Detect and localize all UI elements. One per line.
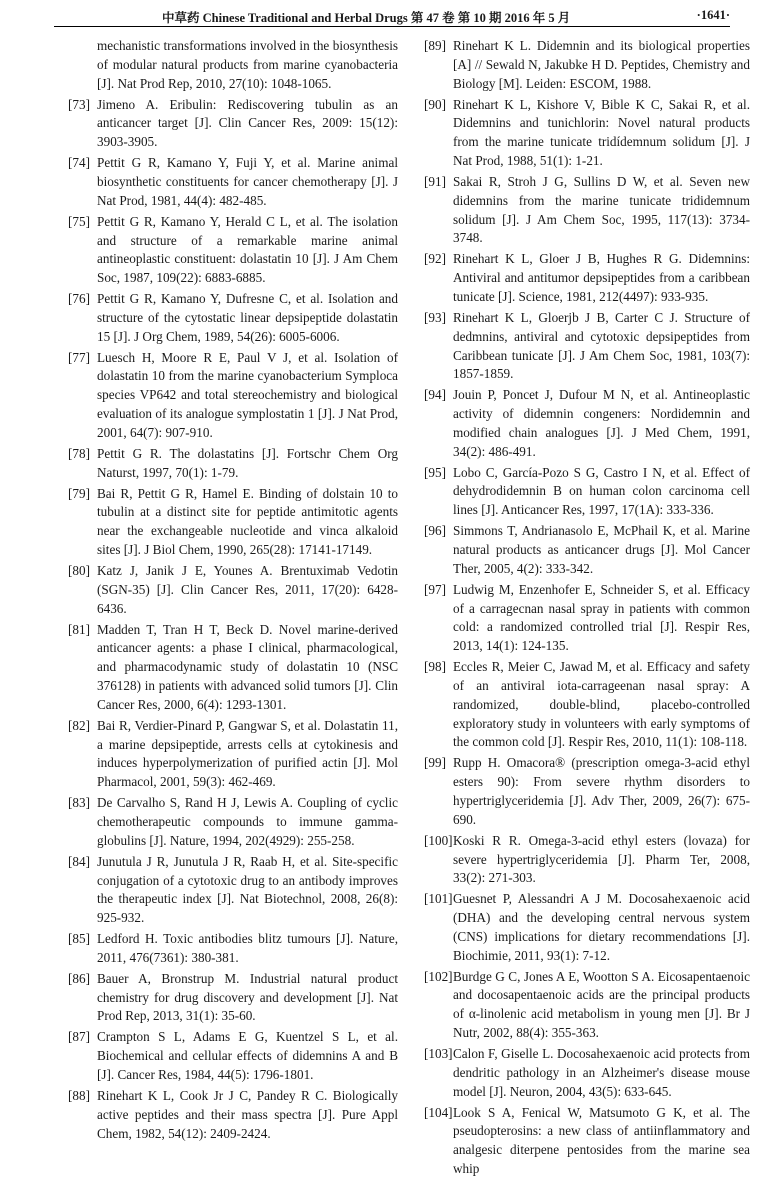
reference-text: Guesnet P, Alessandri A J M. Docosahexaenoic acid (DHA) and the developing central nervous system (CNS) implications for dietary recommendations [J]. Biochimie, 2011, 93(1): 7-12.: [453, 891, 750, 963]
running-header: [54, 6, 730, 27]
reference-text: Rinehart K L. Didemnin and its biological properties [A] // Sewald N, Jakubke H D. Peptides, Chemistry and Biology [M]. Leiden: ESCOM, 1988.: [453, 38, 750, 91]
reference-text: Burdge G C, Jones A E, Wootton S A. Eicosapentaenoic and docosapentaenoic acids are the principal products of α-linolenic acid metabolism in young men [J]. Br J Nutr, 2002, 88(4): 355-363.: [453, 968, 750, 1041]
reference-number: [93]: [424, 309, 446, 325]
reference-entry: [68, 445, 398, 483]
reference-entry: [68, 154, 398, 210]
reference-entry: [424, 309, 750, 384]
reference-entry: [424, 386, 750, 461]
reference-text: Crampton S L, Adams E G, Kuentzel S L, et al. Biochemical and cellular effects of didemnins A and B [J]. Cancer Res, 1984, 44(5): 1796-1801.: [97, 1029, 398, 1083]
reference-text: Bai R, Pettit G R, Hamel E. Binding of dolstain 10 to tubulin at a distinct site for peptide antimitotic agents near the exchangeable nucleotide and vinca alkaloid sites [J]. J Biol Chem, 1990, 265(28): 17141-17149.: [97, 485, 398, 558]
reference-number: [73]: [68, 96, 90, 112]
reference-entry: [424, 464, 750, 520]
reference-entry: [68, 96, 398, 152]
reference-number: [80]: [68, 563, 90, 579]
reference-entry: [68, 621, 398, 715]
reference-text: Koski R R. Omega-3-acid ethyl esters (lovaza) for severe hypertriglyceridemia [J]. Pharm Ter, 2008, 33(2): 271-303.: [453, 832, 750, 886]
reference-entry: [68, 213, 398, 288]
reference-text: Rinehart K L, Kishore V, Bible K C, Sakai R, et al. Didemnins and tunichlorin: Novel natural products from the marine tunicate tridídemnum solidum [J]. J Nat Prod, 1988, 51(1): 1-21.: [453, 96, 750, 168]
reference-text: Bauer A, Bronstrup M. Industrial natural product chemistry for drug discovery and development [J]. Nat Prod Rep, 2013, 31(1): 35-60.: [97, 970, 398, 1024]
reference-number: [75]: [68, 213, 90, 229]
reference-number: [94]: [424, 387, 446, 403]
reference-text: Pettit G R, Kamano Y, Herald C L, et al. The isolation and structure of a remarkable marine animal antineoplastic constituent: dolastatin 10 [J]. J Am Chem Soc, 1987, 109(22): 6883-6885.: [97, 213, 398, 286]
reference-entry: [424, 754, 750, 829]
reference-number: [90]: [424, 96, 446, 112]
journal-title: 中草药 Chinese Traditional and Herbal Drugs 第 47 卷 第 10 期 2016 年 5 月: [162, 11, 571, 25]
reference-text: Pettit G R, Kamano Y, Fuji Y, et al. Marine animal biosynthetic constituents for cancer chemotherapy [J]. J Nat Prod, 1981, 44(4): 482-485.: [97, 155, 398, 208]
reference-number: [79]: [68, 485, 90, 501]
reference-entry: [68, 717, 398, 792]
reference-number: [82]: [68, 717, 90, 733]
reference-number: [104]: [424, 1104, 453, 1120]
reference-number: [98]: [424, 659, 446, 675]
reference-entry: [68, 485, 398, 560]
reference-text: Rupp H. Omacora® (prescription omega-3-acid ethyl esters 90): From severe rhythm disorders to hypertriglyceridemia [J]. Adv Ther, 2009, 26(7): 675-690.: [453, 755, 750, 827]
reference-number: [101]: [424, 891, 453, 907]
reference-entry: [424, 250, 750, 306]
reference-text: Jouin P, Poncet J, Dufour M N, et al. Antineoplastic activity of didemnin congeners: Nordidemnin and modified chain analogues [J]. J Med Chem, 1991, 34(2): 486-491.: [453, 387, 750, 459]
reference-text: mechanistic transformations involved in the biosynthesis of modular natural products from marine cyanobacteria [J]. Nat Prod Rep, 2010, 27(10): 1048-1065.: [97, 38, 398, 91]
reference-entry: [68, 349, 398, 443]
reference-text: Pettit G R. The dolastatins [J]. Fortschr Chem Org Naturst, 1997, 70(1): 1-79.: [97, 445, 398, 480]
reference-text: Katz J, Janik J E, Younes A. Brentuximab Vedotin (SGN-35) [J]. Clin Cancer Res, 2011, 17(20): 6428-6436.: [97, 563, 398, 616]
reference-text: Jimeno A. Eribulin: Rediscovering tubulin as an anticancer target [J]. Clin Cancer Res, 2009: 15(12): 3903-3905.: [97, 96, 398, 150]
reference-number: [87]: [68, 1029, 90, 1045]
reference-text: Rinehart K L, Cook Jr J C, Pandey R C. Biologically active peptides and their mass spectra [J]. Pure Appl Chem, 1982, 54(12): 2409-2424.: [97, 1088, 398, 1141]
reference-number: [76]: [68, 291, 90, 307]
reference-text: Simmons T, Andrianasolo E, McPhail K, et al. Marine natural products as anticancer drugs [J]. Mol Cancer Ther, 2005, 4(2): 333-342.: [453, 523, 750, 576]
left-column: [68, 37, 398, 1146]
reference-text: Rinehart K L, Gloerjb J B, Carter C J. Structure of dedmnins, antiviral and cytotoxic depsipeptides from Caribbean tunicate [J]. J Am Chem Soc, 1981, 103(7): 1857-1859.: [453, 309, 750, 382]
reference-text: Ludwig M, Enzenhofer E, Schneider S, et al. Efficacy of a carragecnan nasal spray in patients with common cold: a randomized controlled trial [J]. Respir Res, 2013, 14(1): 124-135.: [453, 581, 750, 654]
reference-number: [89]: [424, 38, 446, 53]
reference-text: Ledford H. Toxic antibodies blitz tumours [J]. Nature, 2011, 476(7361): 380-381.: [97, 931, 398, 965]
reference-number: [91]: [424, 173, 446, 189]
reference-number: [84]: [68, 853, 90, 869]
reference-entry: [68, 37, 398, 93]
reference-text: Pettit G R, Kamano Y, Dufresne C, et al. Isolation and structure of the cytostatic linear depsipeptide dolastatin 15 [J]. J Org Chem, 1989, 54(26): 6005-6006.: [97, 291, 398, 344]
reference-text: Eccles R, Meier C, Jawad M, et al. Efficacy and safety of an antiviral iota-carrageenan nasal spray: A randomized, double-blind, placebo-controlled exploratory study in volunteers with early symptoms of the common cold [J]. Respir Res, 2010, 11(1): 108-118.: [453, 659, 750, 750]
reference-number: [103]: [424, 1046, 453, 1062]
reference-entry: [68, 930, 398, 968]
reference-entry: [424, 1104, 750, 1179]
reference-text: Junutula J R, Junutula J R, Raab H, et al. Site-specific conjugation of a cytotoxic drug to an antibody improves the therapeutic index [J]. Nat Biotechnol, 2008, 26(8): 925-932.: [97, 853, 398, 926]
reference-entry: [424, 96, 750, 171]
reference-text: Calon F, Giselle L. Docosahexaenoic acid protects from dendritic pathology in an Alzheimer's disease mouse model [J]. Neuron, 2004, 43(5): 633-645.: [453, 1046, 750, 1099]
reference-entry: [424, 832, 750, 888]
reference-entry: [424, 968, 750, 1043]
reference-entry: [68, 1087, 398, 1143]
reference-entry: [68, 794, 398, 850]
reference-entry: [68, 562, 398, 618]
reference-number: [77]: [68, 349, 90, 365]
reference-entry: [68, 970, 398, 1026]
reference-entry: [424, 522, 750, 578]
reference-entry: [68, 853, 398, 928]
reference-text: Rinehart K L, Gloer J B, Hughes R G. Didemnins: Antiviral and antitumor depsipeptides from a caribbean tunicate [J]. Science, 1981, 212(4497): 933-935.: [453, 251, 750, 304]
reference-entry: [68, 1028, 398, 1084]
reference-number: [78]: [68, 445, 90, 461]
reference-text: Bai R, Verdier-Pinard P, Gangwar S, et al. Dolastatin 11, a marine depsipeptide, arrests cells at cytokinesis and induces hyperpolymerization of purified actin [J]. Mol Pharmacol, 2001, 59(3): 462-469.: [97, 717, 398, 790]
reference-number: [95]: [424, 464, 446, 480]
right-column: [424, 37, 750, 1181]
page-number: ·1641·: [696, 8, 730, 22]
reference-text: Sakai R, Stroh J G, Sullins D W, et al. Seven new didemnins from the marine tunicate trididemnum solidum [J]. J Am Chem Soc, 1995, 117(13): 3734-3748.: [453, 173, 750, 246]
reference-number: [83]: [68, 795, 90, 811]
reference-entry: [68, 290, 398, 346]
reference-text: Madden T, Tran H T, Beck D. Novel marine-derived anticancer agents: a phase I clinical, pharmacological, and pharmacodynamic study of dolastatin 10 (NSC 376128) in patients with advanced solid tumors [J]. Clin Cancer Res, 2000, 6(4): 1293-1301.: [97, 621, 398, 712]
reference-number: [92]: [424, 251, 446, 267]
reference-number: [99]: [424, 755, 446, 771]
reference-text: Look S A, Fenical W, Matsumoto G K, et al. The pseudopterosins: a new class of antiinflammatory and analgesic diterpene pentosides from the marine sea whip: [453, 1104, 750, 1177]
reference-entry: [424, 890, 750, 965]
reference-number: [102]: [424, 968, 453, 984]
reference-entry: [424, 658, 750, 752]
reference-number: [74]: [68, 155, 90, 171]
reference-text: Lobo C, García-Pozo S G, Castro I N, et al. Effect of dehydrodidemnin B on human colon carcinoma cell lines [J]. Anticancer Res, 1997, 17(1A): 333-336.: [453, 464, 750, 518]
reference-entry: [424, 581, 750, 656]
reference-number: [100]: [424, 832, 453, 848]
reference-number: [96]: [424, 523, 446, 539]
reference-entry: [424, 1045, 750, 1101]
reference-number: [86]: [68, 970, 90, 986]
reference-number: [88]: [68, 1088, 90, 1104]
reference-entry: [424, 37, 750, 93]
reference-text: De Carvalho S, Rand H J, Lewis A. Coupling of cyclic chemotherapeutic compounds to immune gamma-globulins [J]. Nature, 1994, 202(4929): 255-258.: [97, 795, 398, 848]
reference-number: [97]: [424, 581, 446, 597]
reference-number: [85]: [68, 931, 90, 947]
reference-entry: [424, 173, 750, 248]
reference-number: [81]: [68, 621, 90, 637]
reference-text: Luesch H, Moore R E, Paul V J, et al. Isolation of dolastatin 10 from the marine cyanobacterium Symploca species VP642 and total stereochemistry and biological evaluation of its analogue symplostatin 1 [J]. J Nat Prod, 2001, 64(7): 907-910.: [97, 349, 398, 440]
